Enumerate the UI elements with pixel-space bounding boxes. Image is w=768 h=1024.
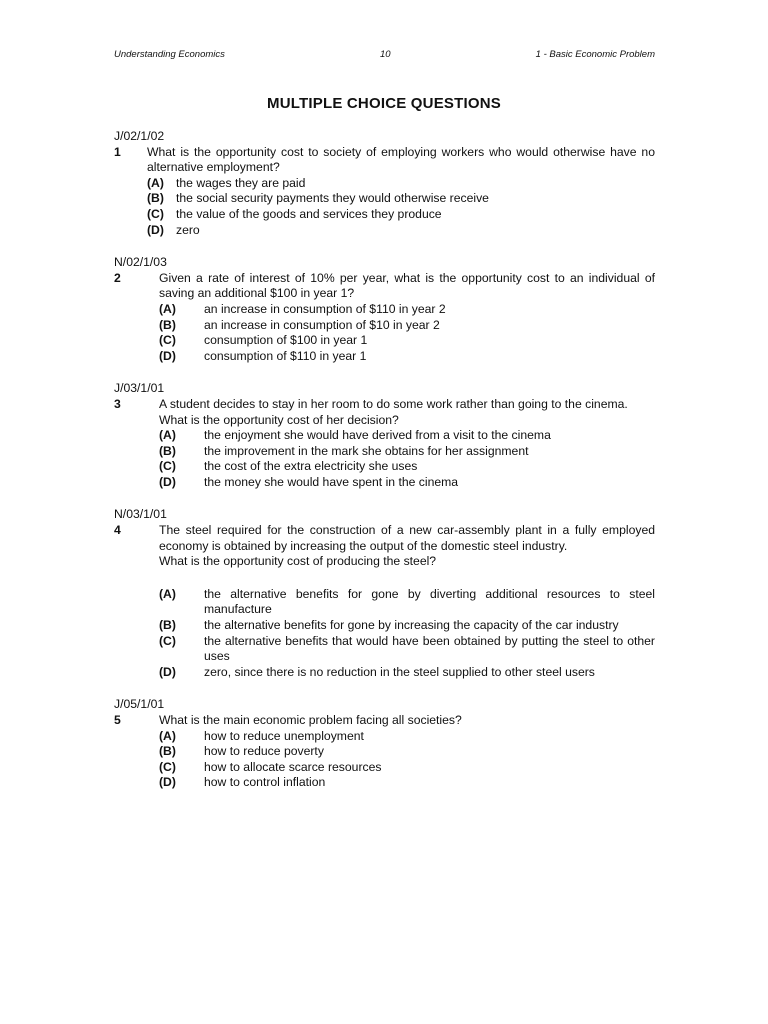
option-text: the cost of the extra electricity she uses (204, 459, 418, 474)
page-title: MULTIPLE CHOICE QUESTIONS (267, 95, 501, 112)
option-c (147, 207, 655, 223)
option-d (159, 349, 655, 365)
question-3 (114, 381, 655, 490)
option-list (114, 587, 655, 681)
option-letter: (B) (159, 618, 176, 633)
option-c (159, 459, 655, 475)
option-letter: (D) (159, 664, 176, 679)
option-letter: (C) (159, 633, 176, 648)
option-text: consumption of $110 in year 1 (204, 348, 367, 363)
question-4 (114, 507, 655, 680)
question-prompt: What is the opportunity cost of her decision? (159, 412, 399, 427)
question-stem-row (114, 145, 655, 176)
option-text: how to control inflation (204, 775, 326, 790)
option-d (159, 475, 655, 491)
option-a (159, 729, 655, 745)
option-letter: (D) (159, 775, 176, 790)
option-letter: (D) (147, 222, 164, 237)
option-letter: (B) (147, 191, 164, 206)
option-letter: (A) (159, 586, 176, 601)
option-text: zero (176, 222, 200, 237)
option-text: the enjoyment she would have derived from a visit to the cinema (204, 428, 551, 443)
question-number: 1 (114, 144, 121, 159)
header-chapter-title: 1 - Basic Economic Problem (535, 49, 655, 60)
question-5 (114, 697, 655, 791)
option-a (147, 176, 655, 192)
option-text: the wages they are paid (176, 175, 306, 190)
option-text: the social security payments they would otherwise receive (176, 191, 489, 206)
question-stem-row (114, 397, 655, 428)
question-stem: What is the opportunity cost to society of employing workers who would otherwise have no alternative employment? (147, 144, 655, 175)
option-letter: (A) (159, 728, 176, 743)
option-a (159, 428, 655, 444)
question-prompt: What is the opportunity cost of producing the steel? (159, 554, 437, 569)
option-letter: (B) (159, 443, 176, 458)
question-stem: Given a rate of interest of 10% per year, what is the opportunity cost to an individual of saving an additional $100 in year 1? (159, 270, 655, 301)
header-book-title: Understanding Economics (114, 49, 225, 60)
question-code: J/02/1/02 (114, 129, 165, 143)
question-stem-row (114, 523, 655, 570)
option-c (159, 760, 655, 776)
option-text: how to reduce unemployment (204, 728, 364, 743)
question-stem: The steel required for the construction of a new car-assembly plant in a fully employed economy is obtained by increasing the output of the domestic steel industry. (159, 523, 655, 553)
option-b (159, 444, 655, 460)
option-letter: (C) (159, 759, 176, 774)
option-b (159, 318, 655, 334)
question-code: N/02/1/03 (114, 255, 167, 270)
question-stem-block (159, 523, 655, 570)
option-letter: (A) (147, 175, 164, 190)
option-text: the alternative benefits for gone by increasing the capacity of the car industry (204, 618, 619, 633)
option-text: consumption of $100 in year 1 (204, 333, 368, 348)
option-a (159, 302, 655, 318)
option-list (114, 428, 655, 490)
option-text: an increase in consumption of $10 in year 2 (204, 317, 440, 332)
option-d (147, 223, 655, 239)
question-stem: A student decides to stay in her room to do some work rather than going to the cinema. (159, 396, 628, 411)
question-2 (114, 255, 655, 364)
option-text: the alternative benefits that would have been obtained by putting the steel to other uses (204, 633, 655, 664)
option-text: the money she would have spent in the cinema (204, 474, 459, 489)
option-a (159, 587, 655, 618)
option-b (147, 191, 655, 207)
option-letter: (B) (159, 317, 176, 332)
option-letter: (C) (159, 459, 176, 474)
option-letter: (D) (159, 474, 176, 489)
option-text: zero, since there is no reduction in the steel supplied to other steel users (204, 664, 595, 679)
option-c (159, 634, 655, 665)
option-text: how to allocate scarce resources (204, 759, 382, 774)
option-text: the alternative benefits for gone by diverting additional resources to steel manufacture (204, 586, 655, 617)
option-letter: (C) (159, 333, 176, 348)
option-b (159, 618, 655, 634)
question-stem-row (114, 271, 655, 302)
question-stem-block (159, 397, 655, 428)
option-letter: (A) (159, 301, 176, 316)
option-text: the value of the goods and services they produce (176, 206, 442, 221)
option-list (114, 302, 655, 364)
option-b (159, 744, 655, 760)
option-c (159, 333, 655, 349)
option-letter: (D) (159, 348, 176, 363)
option-letter: (C) (147, 206, 164, 221)
question-stem-row (114, 713, 655, 729)
option-text: the improvement in the mark she obtains for her assignment (204, 443, 529, 458)
option-text: how to reduce poverty (204, 744, 324, 759)
option-list (114, 176, 655, 238)
question-1 (114, 129, 655, 238)
question-number: 3 (114, 396, 121, 411)
question-code: J/05/1/01 (114, 697, 165, 712)
question-number: 2 (114, 270, 121, 285)
option-list (114, 729, 655, 791)
header-page-number: 10 (380, 49, 391, 60)
question-number: 5 (114, 713, 121, 727)
question-number: 4 (114, 523, 121, 538)
option-d (159, 775, 655, 791)
option-text: an increase in consumption of $110 in year 2 (204, 301, 446, 316)
question-stem: What is the main economic problem facing all societies? (159, 713, 462, 727)
option-d (159, 665, 655, 681)
option-letter: (A) (159, 428, 176, 443)
option-letter: (B) (159, 744, 176, 759)
question-code: J/03/1/01 (114, 381, 165, 396)
question-code: N/03/1/01 (114, 507, 167, 522)
questions-list (114, 129, 655, 808)
